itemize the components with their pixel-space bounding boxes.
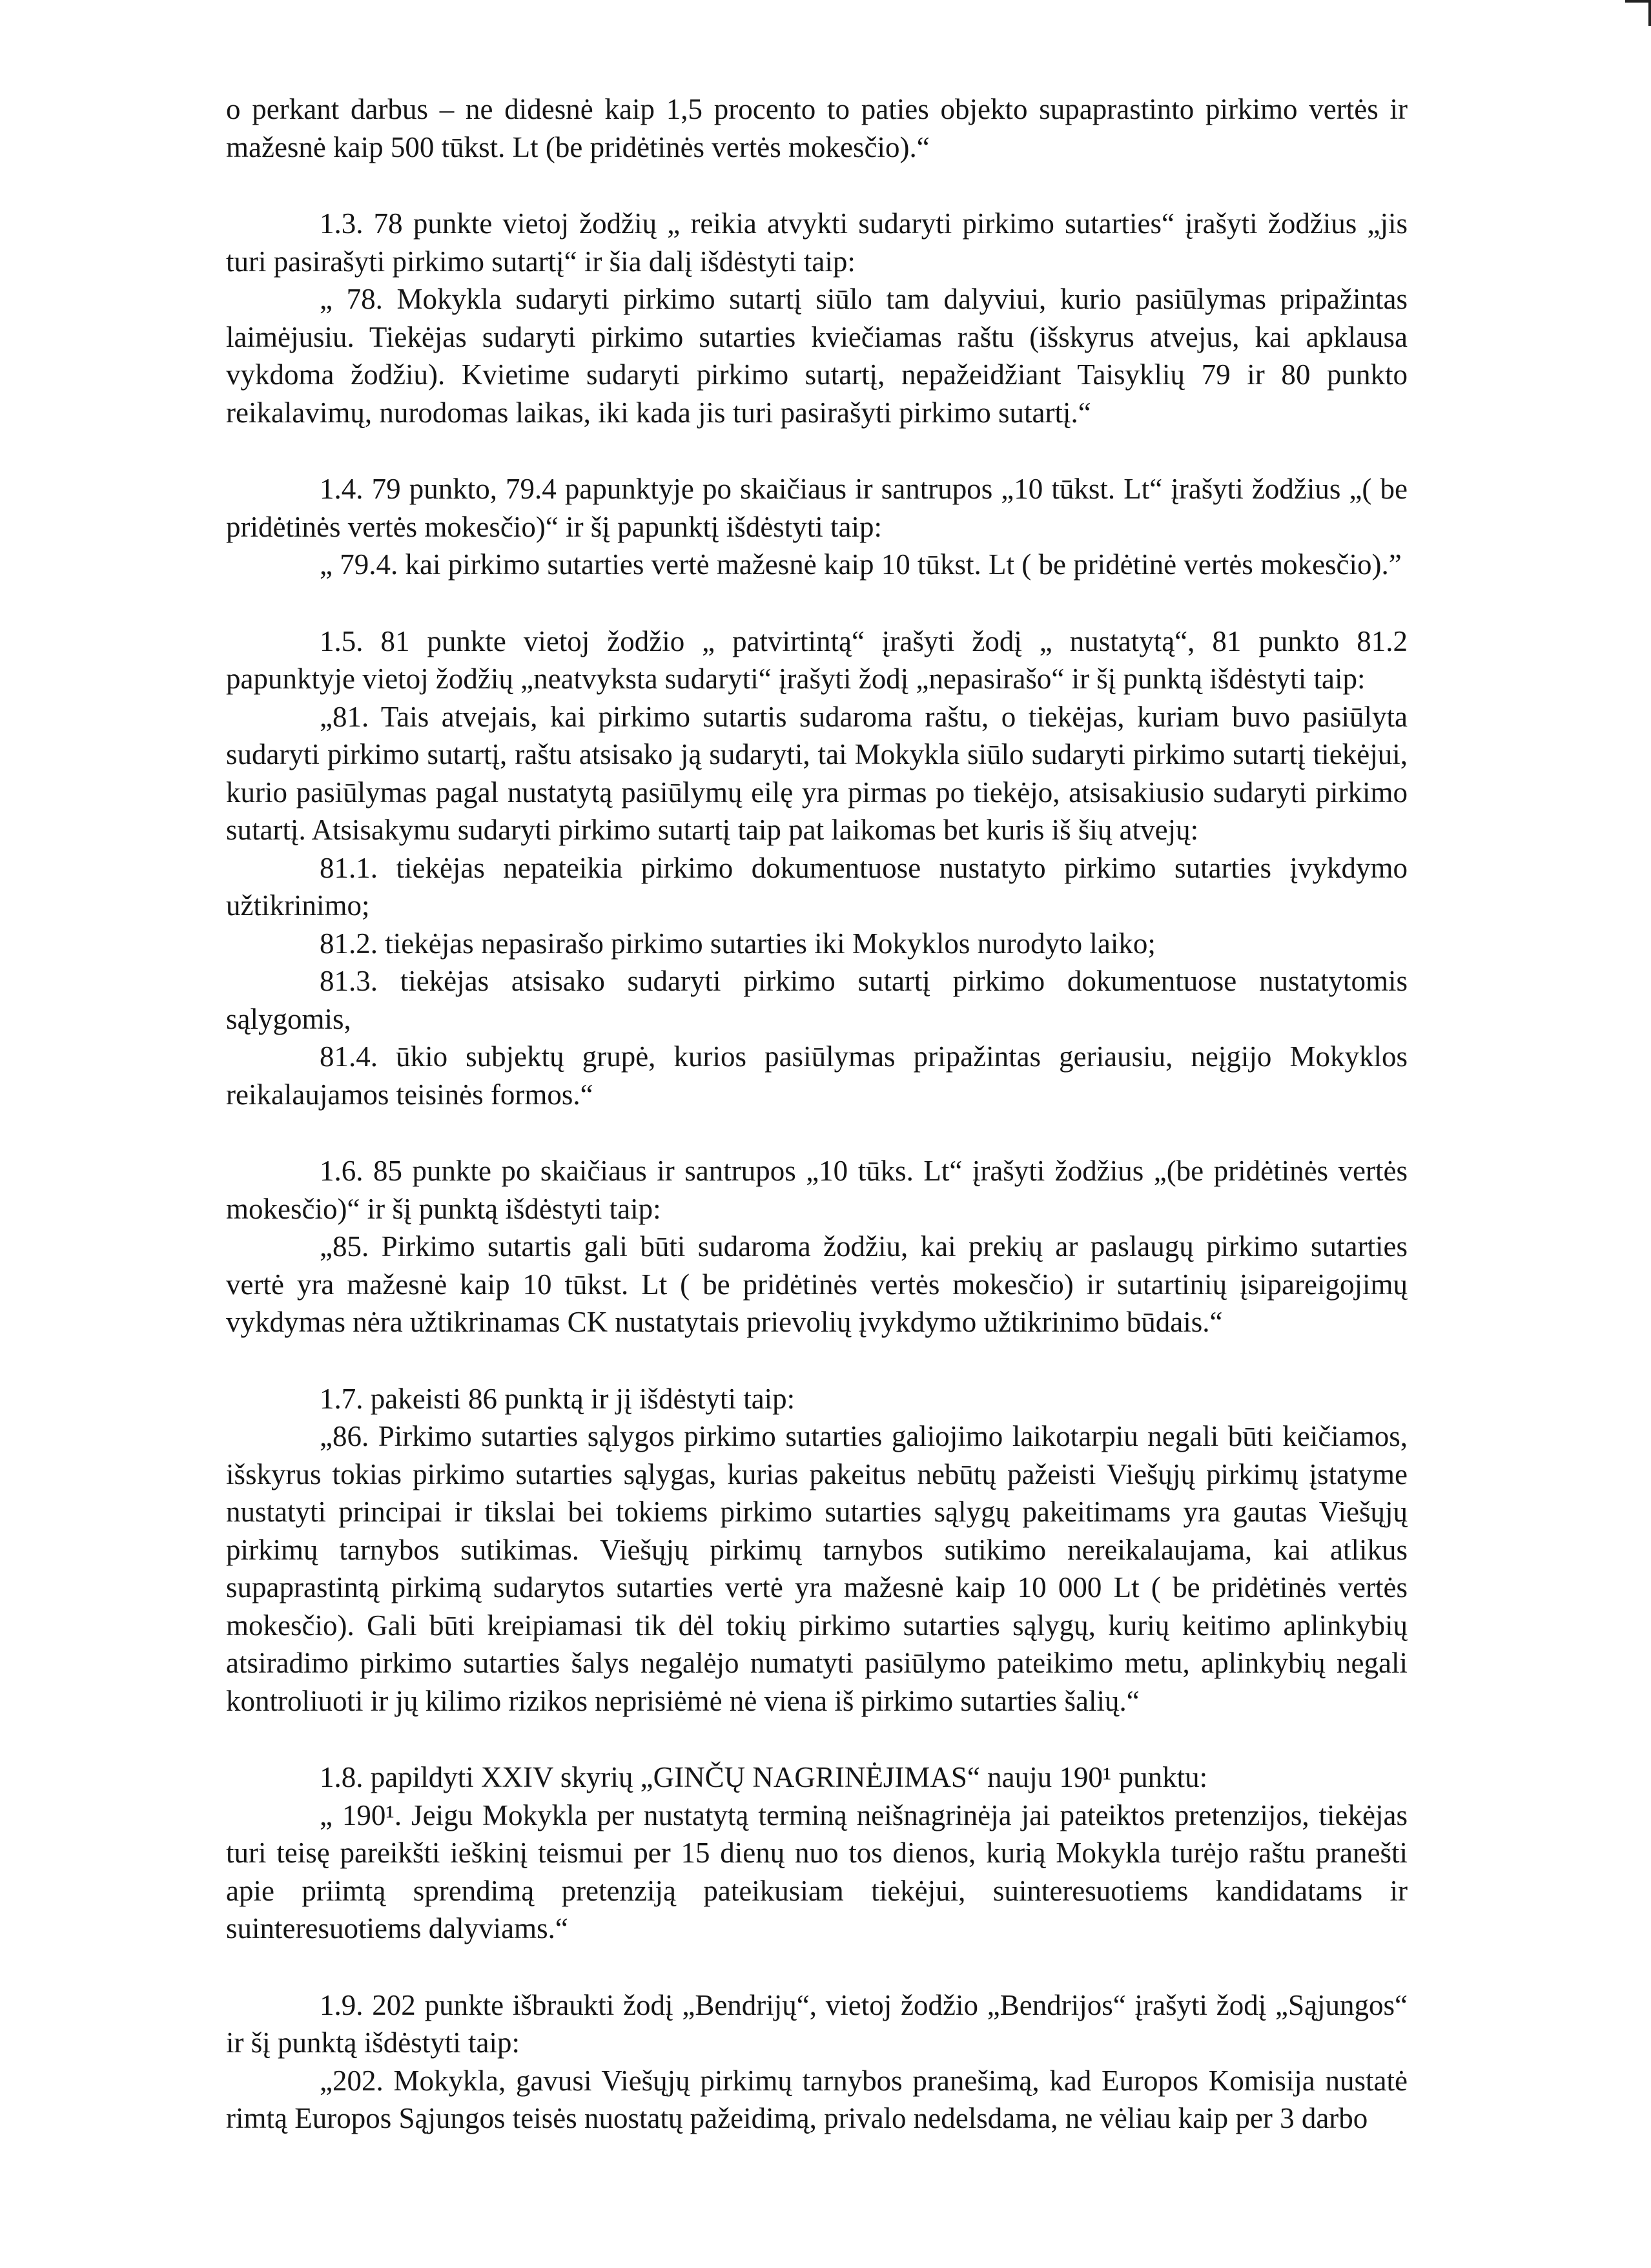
paragraph: „202. Mokykla, gavusi Viešųjų pirkimų tarnybos pranešimą, kad Europos Komisija nustatė rimtą Europos Sąjungos teisės nuostatų pažeidimą, privalo nedelsdama, ne vėliau kaip per 3 darbo [226, 2064, 1408, 2134]
paragraph: 81.2. tiekėjas nepasirašo pirkimo sutarties iki Mokyklos nurodyto laiko; [320, 927, 1156, 960]
document-body [226, 90, 1408, 2138]
paragraph: „ 190¹. Jeigu Mokykla per nustatytą terminą neišnagrinėja jai pateiktos pretenzijos, tiekėjas turi teisę pareikšti ieškinį teismui per 15 dienų nuo tos dienos, kurią Mokykla turėjo raštu pranešti apie priimtą sprendimą pretenziją pateikusiam tiekėjui, suinteresuotiems kandidatams ir suinteresuotiems dalyviams.“ [226, 1799, 1408, 1944]
paragraph: „ 79.4. kai pirkimo sutarties vertė mažesnė kaip 10 tūkst. Lt ( be pridėtinė vertės mokesčio).” [320, 548, 1402, 581]
paragraph: 1.6. 85 punkte po skaičiaus ir santrupos „10 tūks. Lt“ įrašyti žodžius „(be pridėtinės vertės mokesčio)“ ir šį punktą išdėstyti taip: [226, 1155, 1408, 1225]
paragraph: 81.1. tiekėjas nepateikia pirkimo dokumentuose nustatyto pirkimo sutarties įvykdymo užtikrinimo; [226, 851, 1408, 922]
paragraph: o perkant darbus – ne didesnė kaip 1,5 procento to paties objekto supaprastinto pirkimo vertės ir mažesnė kaip 500 tūkst. Lt (be pridėtinės vertės mokesčio).“ [226, 93, 1408, 163]
paragraph: „ 78. Mokykla sudaryti pirkimo sutartį siūlo tam dalyviui, kurio pasiūlymas pripažintas laimėjusiu. Tiekėjas sudaryti pirkimo sutarties kviečiamas raštu (išskyrus atvejus, kai apklausa vykdoma žodžiu). Kvietime sudaryti pirkimo sutartį, nepažeidžiant Taisyklių 79 ir 80 punkto reikalavimų, nurodomas laikas, iki kada jis turi pasirašyti pirkimo sutartį.“ [226, 283, 1408, 429]
paragraph: 1.5. 81 punkte vietoj žodžio „ patvirtintą“ įrašyti žodį „ nustatytą“, 81 punkto 81.2 papunktyje vietoj žodžių „neatvyksta sudaryti“ įrašyti žodį „nepasirašo“ ir šį punktą išdėstyti taip: [226, 624, 1408, 695]
paragraph: 1.3. 78 punkte vietoj žodžių „ reikia atvykti sudaryti pirkimo sutarties“ įrašyti žodžius „jis turi pasirašyti pirkimo sutartį“ ir šia dalį išdėstyti taip: [226, 207, 1408, 278]
paragraph: „86. Pirkimo sutarties sąlygos pirkimo sutarties galiojimo laikotarpiu negali būti keičiamos, išskyrus tokias pirkimo sutarties sąlygas, kurias pakeitus nebūtų pažeisti Viešųjų pirkimų įstatyme nustatyti principai ir tikslai bei tokiems pirkimo sutarties sąlygų pakeitimams yra gautas Viešųjų pirkimų tarnybos sutikimas. Viešųjų pirkimų tarnybos sutikimo nereikalaujama, kai atlikus supaprastintą pirkimą sudarytos sutarties vertė yra mažesnė kaip 10 000 Lt ( be pridėtinės vertės mokesčio). Gali būti kreipiamasi tik dėl tokių pirkimo sutarties sąlygų, kurių keitimo aplinkybių atsiradimo pirkimo sutarties šalys negalėjo numatyti pasiūlymo pateikimo metu, aplinkybių negali kontroliuoti ir jų kilimo rizikos neprisiėmė nė viena iš pirkimo sutarties šalių.“ [226, 1420, 1408, 1717]
paragraph: 1.9. 202 punkte išbraukti žodį „Bendrijų“, vietoj žodžio „Bendrijos“ įrašyti žodį „Sąjungos“ ir šį punktą išdėstyti taip: [226, 1988, 1408, 2059]
paragraph: 1.4. 79 punkto, 79.4 papunktyje po skaičiaus ir santrupos „10 tūkst. Lt“ įrašyti žodžius „( be pridėtinės vertės mokesčio)“ ir šį papunktį išdėstyti taip: [226, 473, 1408, 543]
paragraph: 81.3. tiekėjas atsisako sudaryti pirkimo sutartį pirkimo dokumentuose nustatytomis sąlygomis, [226, 965, 1408, 1035]
scan-corner-mark [1625, 0, 1651, 26]
paragraph: „85. Pirkimo sutartis gali būti sudaroma žodžiu, kai prekių ar paslaugų pirkimo sutarties vertė yra mažesnė kaip 10 tūkst. Lt ( be pridėtinės vertės mokesčio) ir sutartinių įsipareigojimų vykdymas nėra užtikrinamas CK nustatytais prievolių įvykdymo užtikrinimo būdais.“ [226, 1230, 1408, 1338]
paragraph: 1.7. pakeisti 86 punktą ir jį išdėstyti taip: [320, 1382, 795, 1415]
paragraph: 81.4. ūkio subjektų grupė, kurios pasiūlymas pripažintas geriausiu, neįgijo Mokyklos reikalaujamos teisinės formos.“ [226, 1040, 1408, 1111]
paragraph: 1.8. papildyti XXIV skyrių „GINČŲ NAGRINĖJIMAS“ nauju 190¹ punktu: [320, 1761, 1208, 1793]
paragraph: „81. Tais atvejais, kai pirkimo sutartis sudaroma raštu, o tiekėjas, kuriam buvo pasiūlyta sudaryti pirkimo sutartį, raštu atsisako ją sudaryti, tai Mokykla siūlo sudaryti pirkimo sutartį tiekėjui, kurio pasiūlymas pagal nustatytą pasiūlymų eilę yra pirmas po tiekėjo, atsisakiusio sudaryti pirkimo sutartį. Atsisakymu sudaryti pirkimo sutartį taip pat laikomas bet kuris iš šių atvejų: [226, 700, 1408, 846]
